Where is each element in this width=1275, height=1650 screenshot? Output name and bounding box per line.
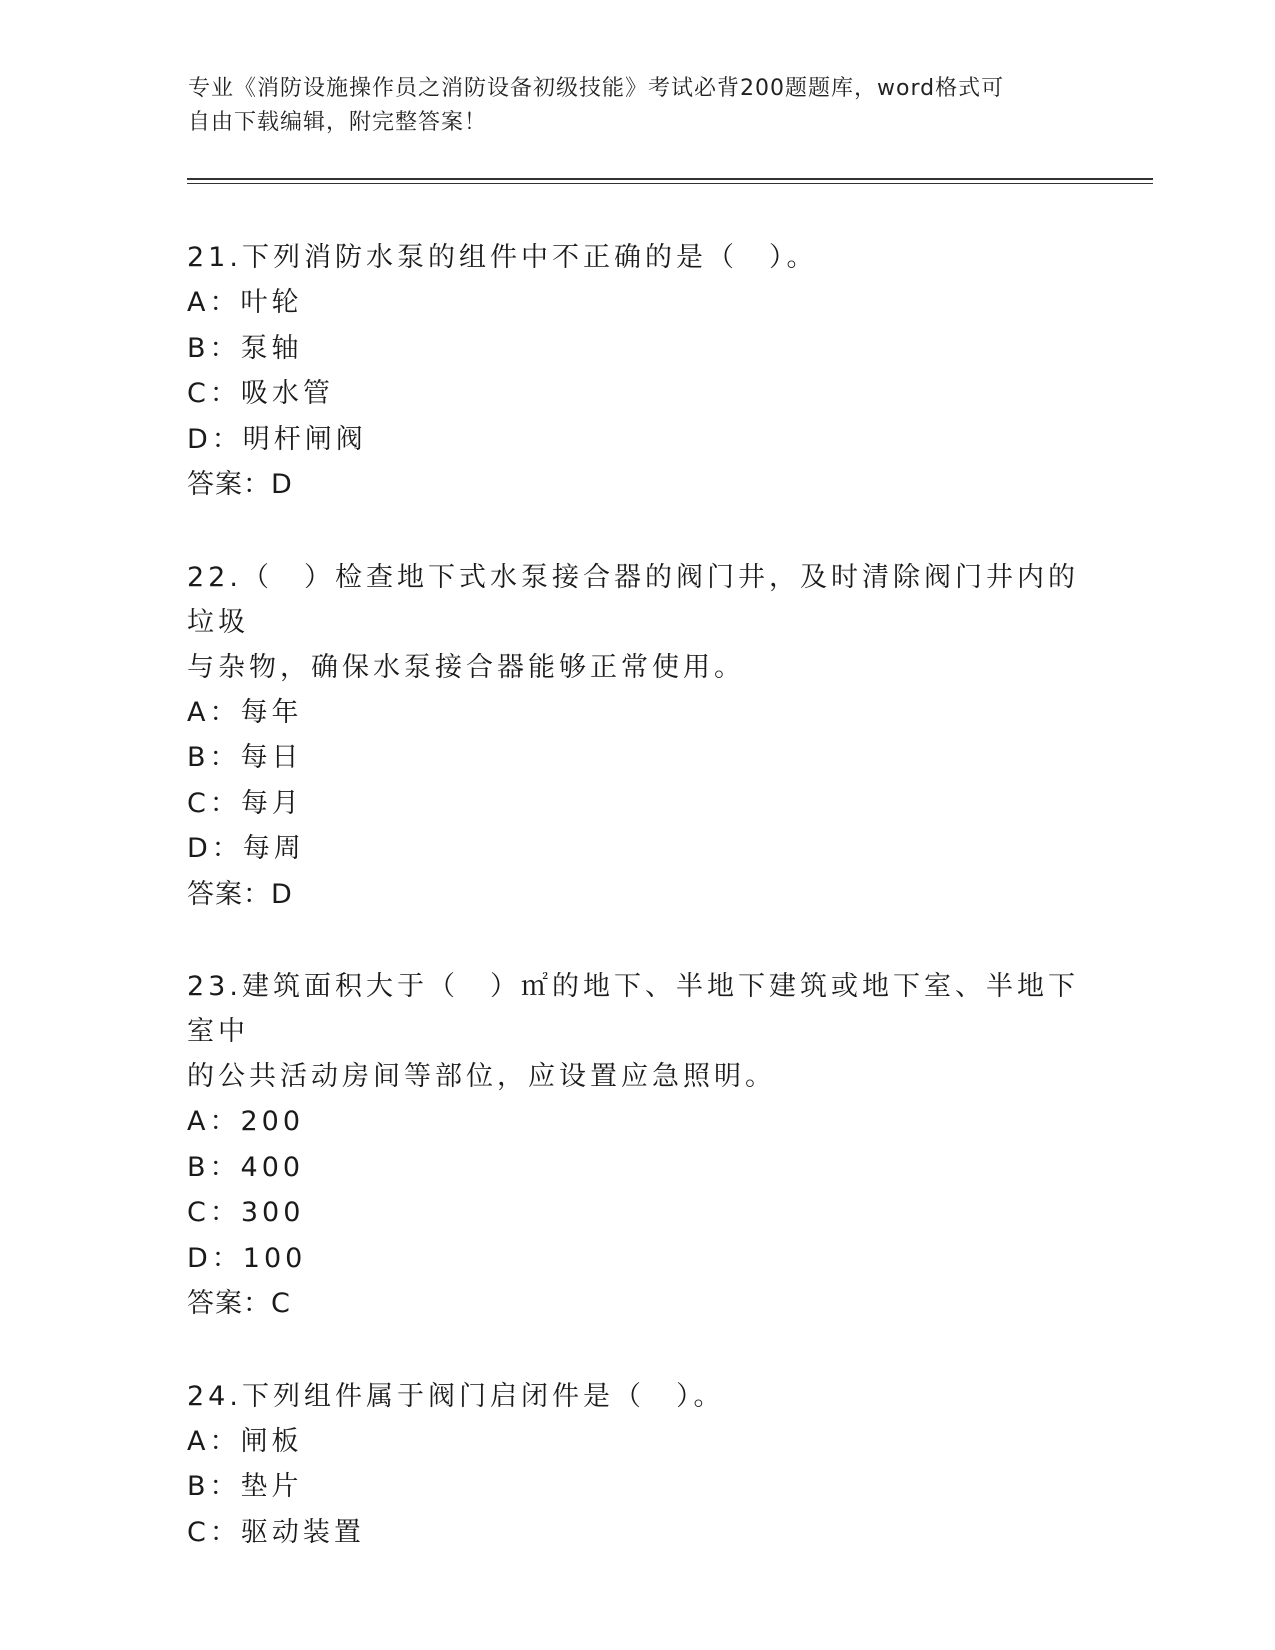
question-stem: 24.下列组件属于阀门启闭件是（ ）。 (187, 1380, 725, 1412)
answer-line: 答案：D (187, 469, 293, 500)
header-intro-line-1: 专业《消防设施操作员之消防设备初级技能》考试必背200题题库，word格式可 (188, 76, 1005, 101)
header-double-rule (187, 178, 1153, 184)
option-a: A：200 (187, 1106, 305, 1137)
question-24 (187, 1374, 1087, 1556)
option-a: A：闸板 (187, 1425, 303, 1457)
option-b: B：每日 (187, 742, 303, 773)
option-d: D：100 (187, 1242, 307, 1274)
document-header (188, 72, 1088, 140)
question-list (187, 235, 1087, 1602)
option-a: A：叶轮 (187, 287, 303, 318)
option-a: A：每年 (187, 696, 303, 728)
answer-line: 答案：D (187, 878, 293, 910)
option-c: C：每月 (187, 787, 303, 819)
answer-line: 答案：C (187, 1288, 291, 1319)
question-stem: 23.建筑面积大于（ ）㎡的地下、半地下建筑或地下室、半地下室中 (187, 971, 1079, 1047)
question-21 (187, 235, 1087, 508)
option-b: B：400 (187, 1151, 305, 1183)
question-23 (187, 964, 1087, 1327)
option-b: B：泵轴 (187, 332, 303, 364)
option-c: C：300 (187, 1197, 305, 1228)
question-stem-continued: 的公共活动房间等部位，应设置应急照明。 (187, 1061, 776, 1092)
question-22 (187, 555, 1087, 918)
question-stem: 21.下列消防水泵的组件中不正确的是（ ）。 (187, 242, 818, 273)
question-stem-continued: 与杂物，确保水泵接合器能够正常使用。 (187, 651, 745, 683)
option-d: D：每周 (187, 833, 305, 864)
option-d: D：明杆闸阀 (187, 423, 367, 455)
option-b: B：垫片 (187, 1471, 303, 1502)
option-c: C：吸水管 (187, 378, 334, 409)
question-stem: 22.（ ）检查地下式水泵接合器的阀门井，及时清除阀门井内的垃圾 (187, 561, 1079, 638)
header-intro-line-2: 自由下载编辑，附完整答案！ (188, 110, 488, 135)
option-c: C：驱动装置 (187, 1516, 365, 1548)
